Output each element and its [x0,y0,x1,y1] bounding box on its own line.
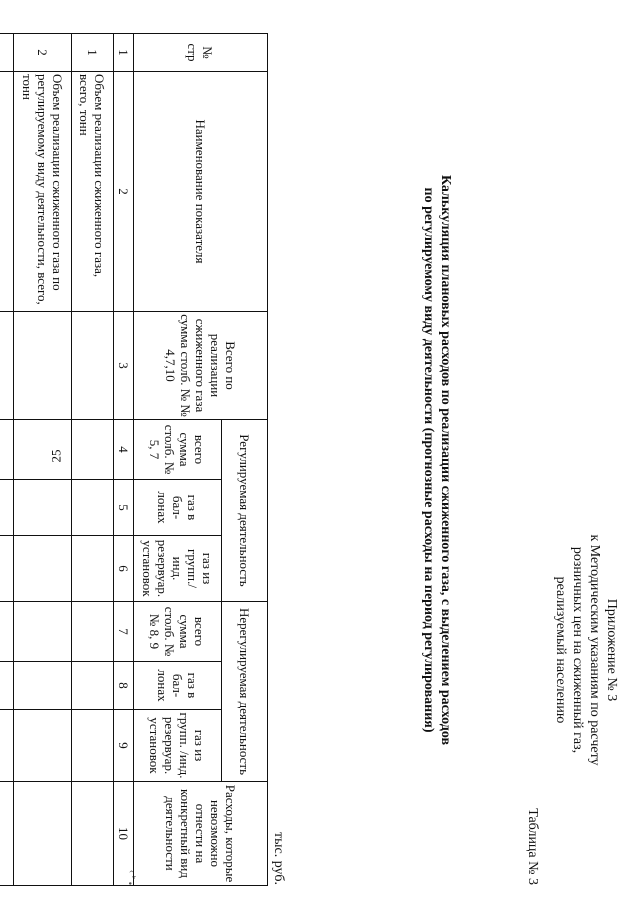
cell [14,420,72,480]
page-number: 25 [48,449,64,463]
cell [72,662,114,710]
table-row [14,34,72,886]
column-number: 7 [114,602,134,662]
appendix-line-4: реализуемый населению [553,576,568,724]
column-number: 1 [114,34,134,72]
row-name: Объем реализации сжиженного газа по регулируемому виду деятельности, всего, тонн [14,72,72,312]
cell [0,536,14,602]
column-number: 6 [114,536,134,602]
cell [72,312,114,420]
column-number: 3 [114,312,134,420]
title-line-1: Калькуляция плановых расходов по реализации сжиженного газа, с выделением расходов [438,174,453,746]
cell [0,602,14,662]
header-other: Расходы, которые невозможно отнести на конкретный вид деятельности [134,782,268,886]
column-number: 8 [114,662,134,710]
appendix-block [552,525,620,775]
cell [72,420,114,480]
row-num [0,34,14,72]
cell [0,420,14,480]
table-label: Таблица № 3 [525,808,540,885]
cell [14,602,72,662]
cell [72,536,114,602]
cell [0,662,14,710]
header-reg-total: всего сумма столб. № 5, 7 [134,420,222,480]
column-number: 9 [114,710,134,782]
appendix-line-3: розничных цен на сжиженный газ, [570,546,585,754]
column-number: 4 [114,420,134,480]
row-num: 1 [72,34,114,72]
cell [72,782,114,886]
cell [0,480,14,536]
column-number: 10 [114,782,134,886]
document-title [420,140,454,780]
cell [14,710,72,782]
row-num: 2 [14,34,72,72]
cell [14,782,72,886]
cell [0,782,14,886]
column-number: 2 [114,72,134,312]
cell [14,536,72,602]
cell [0,312,14,420]
row-name [0,72,14,312]
header-regulated: Регулируемая деятельность [222,420,268,602]
row-name: Объем реализации сжиженного газа, всего, тонн [72,72,114,312]
scan-mark: • ₄ › [126,869,138,886]
header-unreg-total: всего сумма столб. № № 8, 9 [134,602,222,662]
column-number-row [114,34,134,886]
column-number: 5 [114,480,134,536]
units-label: тыс. руб. [271,832,286,885]
cell [72,710,114,782]
appendix-line-2: к Методическим указаниям по расчету [587,534,602,766]
header-num: № стр [134,34,268,72]
appendix-line-1: Приложение № 3 [604,598,619,702]
title-line-2: по регулируемому виду деятельности (прогнозные расходы на период регулирования) [421,187,436,733]
header-unreg-tank: газ из групп. /инд. резервуар. установок [134,710,222,782]
cell [0,710,14,782]
header-unreg-cyl: газ в бал-лонах [134,662,222,710]
header-total: Всего по реализации сжиженного газа сумма столб. № № 4,7,10 [134,312,268,420]
header-name: Наименование показателя [134,72,268,312]
cell [14,662,72,710]
cell [14,480,72,536]
header-reg-cyl: газ в бал-лонах [134,480,222,536]
header-reg-tank: газ из групп./ инд. резервуар. установок [134,536,222,602]
header-unregulated: Нерегулируемая деятельность [222,602,268,782]
cell [14,312,72,420]
table-row [72,34,114,886]
cell [72,480,114,536]
cell [72,602,114,662]
calculation-table [0,33,268,886]
table-row [0,34,14,886]
